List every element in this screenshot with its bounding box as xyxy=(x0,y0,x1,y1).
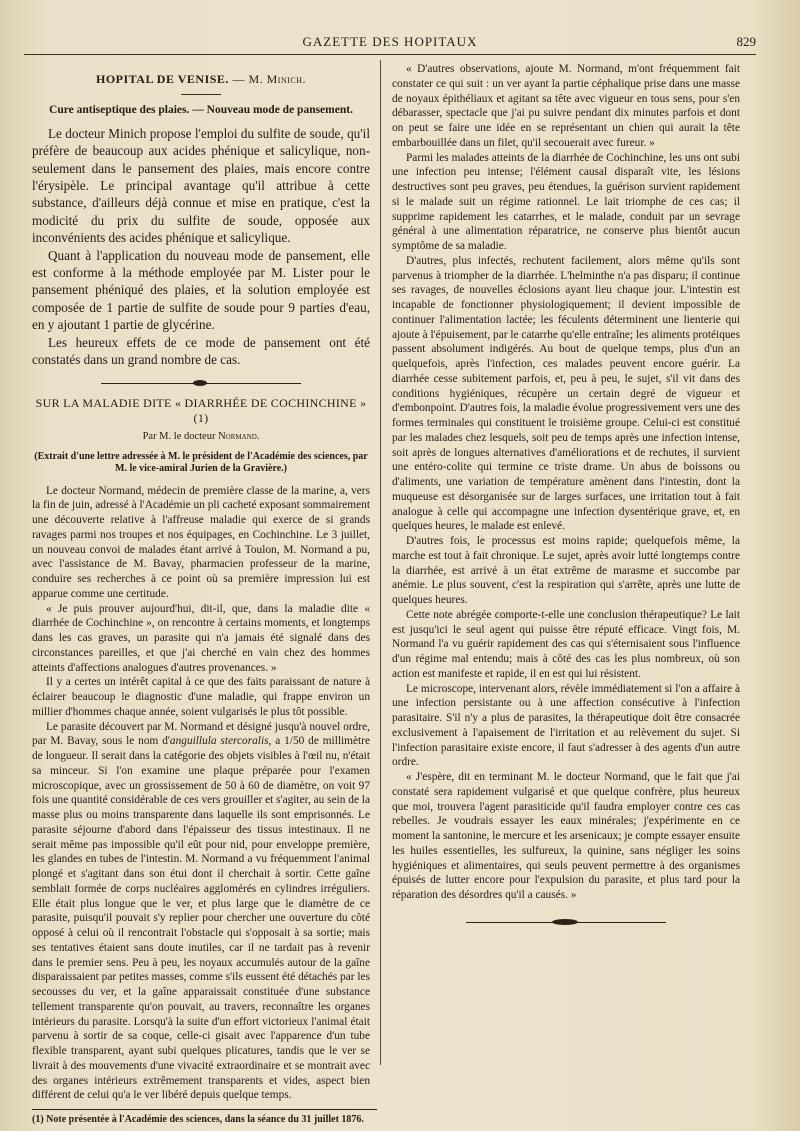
right-column xyxy=(392,62,740,927)
left-column xyxy=(32,62,370,1127)
page-header xyxy=(24,30,756,55)
article1-body xyxy=(32,125,370,369)
short-rule xyxy=(181,94,221,95)
page-number: 829 xyxy=(736,34,756,49)
article2-paragraph: D'autres, plus infectés, rechutent facilement, alors même qu'ils sont parvenus à triompher de la diarrhée. L'helminthe n'a pas disparu; il continue ses ravages, de nouvelles éclosions ayant lieu chaque jour. L'intestin est incapable de fonctionner physiologiquement; il devient impossible de continuer l'alimentation lactée; les féculents déterminent une lienterie qui ajoute à l'épuisement, par le catarrhe qu'elle entraîne; les aliments protéiques passent absolument indigérés. Au bout de quelque temps, plus d'un an quelquefois, après l'infection, ces malades peuvent encore guérir. La diarrhée cesse subitement parfois, et, peu à peu, le sujet, s'il vit dans des conditions hygiéniques, récupère un certain degré de vigueur et d'embonpoint. D'autres fois, la maladie évolue progressivement vers une des formes terminales qui constituent le troisième groupe. Celui-ci est constitué par les malades chez lesquels, soit peu de temps après une infection intense, soit après de longues alternatives d'améliorations et de rechutes, il survient une entéro-colite qui termine ce triste drame. Un abus de boissons ou d'aliments, une variation de température amènent dans l'intestin, dont la muqueuse est désorganisée sur de larges surfaces, une irritation tout à fait analogue à celle qui accompagne une infection dysentérique grave, et, en quelques heures, le malade est enlevé. xyxy=(392,254,740,533)
article2-paragraph: Il y a certes un intérêt capital à ce que des faits paraissant de nature à éclairer beaucoup le diagnostic d'une maladie, qui frappe environ un millier d'hommes chaque année, soient vulgarisés le plus tôt possible. xyxy=(32,676,370,718)
author-name: Normand. xyxy=(218,430,260,442)
section-ornament xyxy=(101,378,301,388)
journal-title: GAZETTE DES HOPITAUX xyxy=(302,34,478,49)
article1-heading-author: M. Minich. xyxy=(248,72,306,86)
species-name: anguillula stercoralis xyxy=(169,735,269,748)
article2-paragraph: Parmi les malades atteints de la diarrhée de Cochinchine, les uns ont subi une infection peu intense; l'élément causal disparaît vite, les lésions destructives sont peu graves, peu étendues, la guérison survient rapidement si le malade suit un régime rationnel. Le lait triomphe de ces cas; il supprime rapidement les catarrhes, et le malade, conduit par un sevrage général à une alimentation réparatrice, ne conserve plus bientôt aucun symptôme de sa maladie. xyxy=(392,151,740,252)
column-divider xyxy=(380,60,381,1065)
footnote: (1) Note présentée à l'Académie des sciences, dans la séance du 31 juillet 1876. xyxy=(32,1114,364,1126)
article2-paragraph: Le docteur Normand, médecin de première classe de la marine, a, vers la fin de juin, adressé à l'Académie un pli cacheté exposant sommairement une découverte relative à l'affreuse maladie qui exerce de si grands ravages parmi nos troupes et nos équipages, en Cochinchine. Le 3 juillet, un nouveau convoi de malades étant arrivé à Toulon, M. Normand a pu, avec l'assistance de M. Bavay, pharmacien professeur de la marine, conduire ses recherches à ce point où sa première impression lui est apparue comme une certitude. xyxy=(32,484,370,600)
article2-paragraph: « D'autres observations, ajoute M. Normand, m'ont fréquemment fait constater ce qui suit : un ver ayant la partie céphalique prise dans une masse de noyaux épithéliaux et agitant sa tête avec vigueur en tous sens, pour s'en débarasser, spectacle que j'ai pu suivre pendant dix minutes parfois et dont on peut se faire une idée en se représentant un chien qui aurait la tête embarbouillée dans un filet, qu'il secouerait avec fureur. » xyxy=(392,63,740,149)
article2-paragraph: Cette note abrégée comporte-t-elle une conclusion thérapeutique? Le lait est jusqu'ici le seul agent qui puisse être réputé efficace. Vingt fois, M. Normand l'a vu guérir rapidement des cas qui s'éternisaient sous l'influence d'un régime mal entendu; mais à côté des cas les plus nombreux, où son action est manifeste et rapide, il en est qui lui résistent. xyxy=(392,608,740,680)
article1-paragraph: Les heureux effets de ce mode de pansement ont été constatés dans un grand nombre de cas. xyxy=(32,334,370,368)
article1-paragraph: Le docteur Minich propose l'emploi du sulfite de soude, qu'il préfère de beaucoup aux acides phénique et salicylique, non-seulement dans le pansement des plaies, mais encore contre l'érysipèle. Le principal avantage qu'il attribue à cette substance, d'ailleurs déjà connue et mise en pratique, c'est la modicité du prix du sulfite de soude, opposée aux inconvénients des acides phénique et salicylique. xyxy=(32,125,370,246)
footnote-rule xyxy=(32,1109,377,1110)
article2-paragraph: « J'espère, dit en terminant M. le docteur Normand, que le fait que j'ai constaté sera rapidement vulgarisé et que quelque confrère, plus heureux que moi, trouvera l'agent parasiticide qu'il faudra employer contre ces cas rebelles. Je voudrais essayer les eaux minérales; j'expérimente en ce moment la santonine, le mercure et les arsenicaux; je compte essayer ensuite les huiles essentielles, les sulfureux, la quinine, sans négliger les soins hygiéniques et alimentaires, qui seuls peuvent permettre à des organismes épuisés de lutter encore pour l'expulsion du parasite, et plus tard pour la réparation des désordres qu'il a causés. » xyxy=(392,771,740,901)
article1-paragraph: Quant à l'application du nouveau mode de pansement, elle est conforme à la méthode employée par M. Lister pour le pansement phéniqué des plaies, et la solution employée est composée de 1 partie de sulfite de soude pour 9 parties d'eau, en y ajoutant 1 partie de glycérine. xyxy=(32,247,370,333)
article1-heading: HOPITAL DE VENISE. — M. Minich. xyxy=(96,72,306,86)
article2-paragraph: Le microscope, intervenant alors, révèle immédiatement si l'on a affaire à une infection persistante ou à une affection consécutive à l'infection parasitaire. S'il n'y a plus de parasites, la thérapeutique doit être consacrée exclusivement à l'apaisement de l'irritation et au relèvement du sujet. Si l'infection parasitaire existe encore, il faut s'adresser à des agents d'un autre ordre. xyxy=(392,682,740,769)
end-ornament xyxy=(466,917,666,927)
article1-heading-title: HOPITAL DE VENISE. xyxy=(96,72,229,86)
article2-extract-note: (Extrait d'une lettre adressée à M. le président de l'Académie des sciences, par M. le vice-amiral Jurien de la Gravière.) xyxy=(34,450,368,475)
article2-paragraph: Le parasite découvert par M. Normand et désigné jusqu'à nouvel ordre, par M. Bavay, sous le nom d'anguillula stercoralis, a 1/50 de millimètre de longueur. Il serait dans la catégorie des objets visibles à l'œil nu, n'était sa minceur. Si l'on examine une plaque préparée pour l'examen microscopique, avec un grossissement de 50 à 60 de diamètre, on voit 97 fois une quantité considérable de ces vers grouiller et s'agiter, au sein de la masse plus ou moins transparente dans laquelle ils sont emprisonnés. Le parasite séjourne d'abord dans l'épaisseur des tissus intestinaux. Il ne serait même pas impossible qu'il eût pour nid, pour enveloppe première, les glandes en tubes de l'intestin. M. Normand a vu fréquemment l'animal plongé et s'agitant dans son étui dont il cherchait à sortir. Cette gaîne semblait formée de corps nucléaires agglomérés en cylindres irréguliers. Elle était plus longue que le ver, et plus large que le diamètre de ce parasite, puisqu'il pouvait s'y replier pour chercher une ouverture du côté opposé à celui où il rencontrait l'obstacle qui s'opposait à sa sortie; mais ses tentatives étaient sans doute inutiles, car il ne tardait pas à revenir dans le premier sens. Peu à peu, les noyaux accumulés autour de la gaîne disparaissaient par petites masses, comme s'ils eussent été détachés par les secousses du ver, et la gaîne apparaissait constituée d'une substance tellement transparente qu'on pouvait, au travers, reconnaître les organes intérieurs du parasite. Lorsqu'à la suite d'un effort victorieux l'animal était parvenu à sortir de sa coque, celle-ci gisait avec l'apparence d'un tube flexible transparent, ayant subi quelques plicatures, tandis que le ver se livrait à des mouvements d'une vivacité extraordinaire et se montrait avec des organes intérieurs extrêmement transparents et vides, aspect bien différent de celui qu'a le ver libéré depuis quelque temps. xyxy=(32,720,370,1102)
article2-title: SUR LA MALADIE DITE « DIARRHÉE DE COCHINCHINE » (1) xyxy=(35,396,367,426)
article2-byline: Par M. le docteur Normand. xyxy=(142,430,260,442)
article2-paragraph: « Je puis prouver aujourd'hui, dit-il, que, dans la maladie dite « diarrhée de Cochinchine », on rencontre à certains moments, et longtemps dans les cas graves, un parasite qui n'a jamais été signalé dans des circonstances pareilles, et que j'ai cherché en vain chez des hommes atteints d'affections analogues d'autres provenances. » xyxy=(32,602,370,674)
article2-paragraph: D'autres fois, le processus est moins rapide; quelquefois même, la marche est tout à fait chronique. Le sujet, après avoir lutté longtemps contre la diarrhée, est arrivé à un état extrême de marasme et succombe par anémie. Le plus souvent, c'est la respiration qui s'arrête, après une lutte de quelques heures. xyxy=(392,535,740,606)
article1-subheading: Cure antiseptique des plaies. — Nouveau mode de pansement. xyxy=(49,103,353,116)
